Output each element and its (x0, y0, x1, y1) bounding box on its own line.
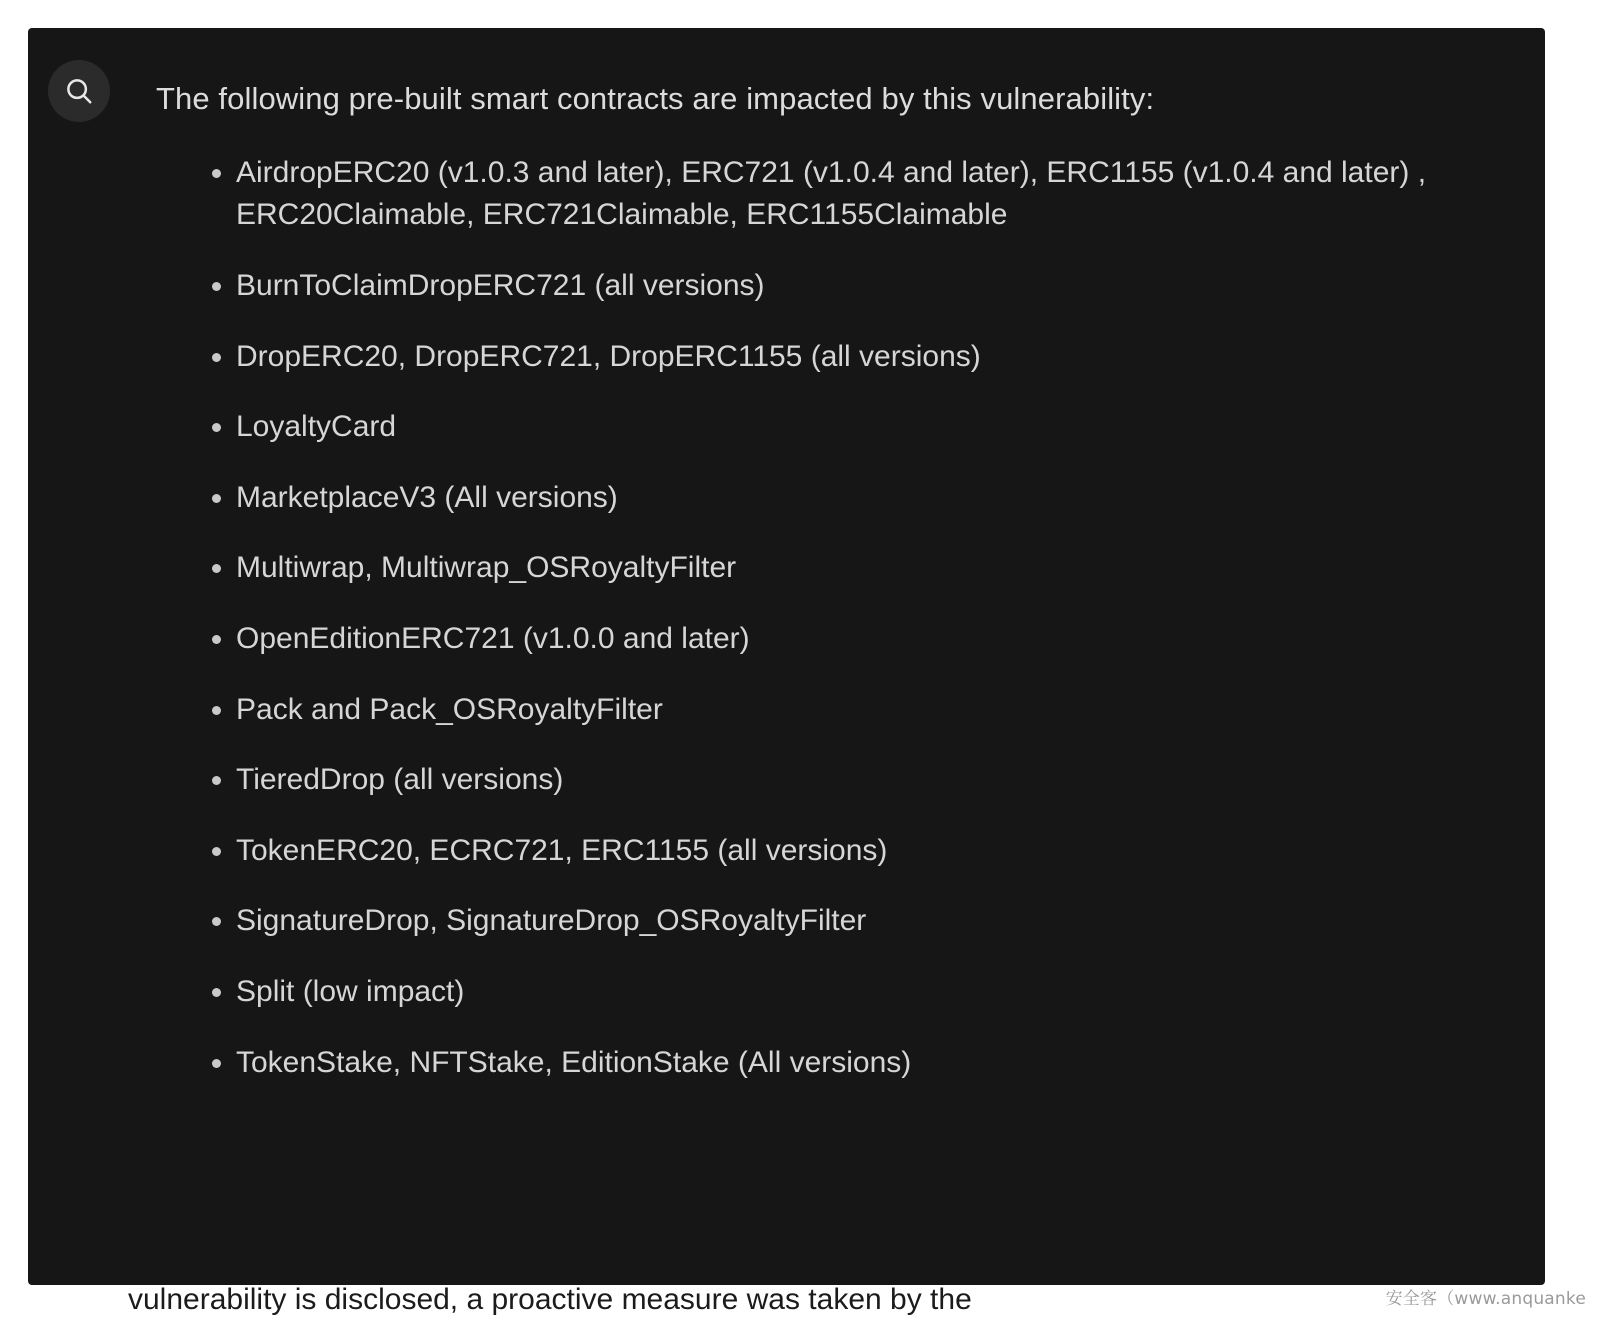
list-item: TokenStake, NFTStake, EditionStake (All versions) (156, 1042, 1476, 1085)
list-item: Split (low impact) (156, 971, 1476, 1014)
list-item: Pack and Pack_OSRoyaltyFilter (156, 689, 1476, 732)
intro-paragraph: The following pre-built smart contracts are impacted by this vulnerability: (156, 81, 1155, 116)
list-item: AirdropERC20 (v1.0.3 and later), ERC721 (v1.0.4 and later), ERC1155 (v1.0.4 and later) , ERC20Claimable, ERC721Claimable, ERC1155Claimable (156, 152, 1476, 237)
content-card (28, 28, 1545, 1285)
list-item: SignatureDrop, SignatureDrop_OSRoyaltyFilter (156, 900, 1476, 943)
list-item: TieredDrop (all versions) (156, 759, 1476, 802)
list-item: MarketplaceV3 (All versions) (156, 477, 1476, 520)
impacted-contracts-list (156, 152, 1485, 1084)
page-footer-area (28, 1286, 1545, 1335)
card-content (156, 78, 1485, 1112)
list-item: TokenERC20, ECRC721, ERC1155 (all versions) (156, 830, 1476, 873)
list-item: Multiwrap, Multiwrap_OSRoyaltyFilter (156, 547, 1476, 590)
list-item: DropERC20, DropERC721, DropERC1155 (all versions) (156, 336, 1476, 379)
list-item: LoyaltyCard (156, 406, 1476, 449)
clipped-body-text: vulnerability is disclosed, a proactive measure was taken by the (128, 1286, 972, 1316)
list-item: BurnToClaimDropERC721 (all versions) (156, 265, 1476, 308)
watermark-label: 安全客（www.anquanke (1385, 1289, 1586, 1309)
list-item: OpenEditionERC721 (v1.0.0 and later) (156, 618, 1476, 661)
search-icon[interactable] (48, 60, 110, 122)
